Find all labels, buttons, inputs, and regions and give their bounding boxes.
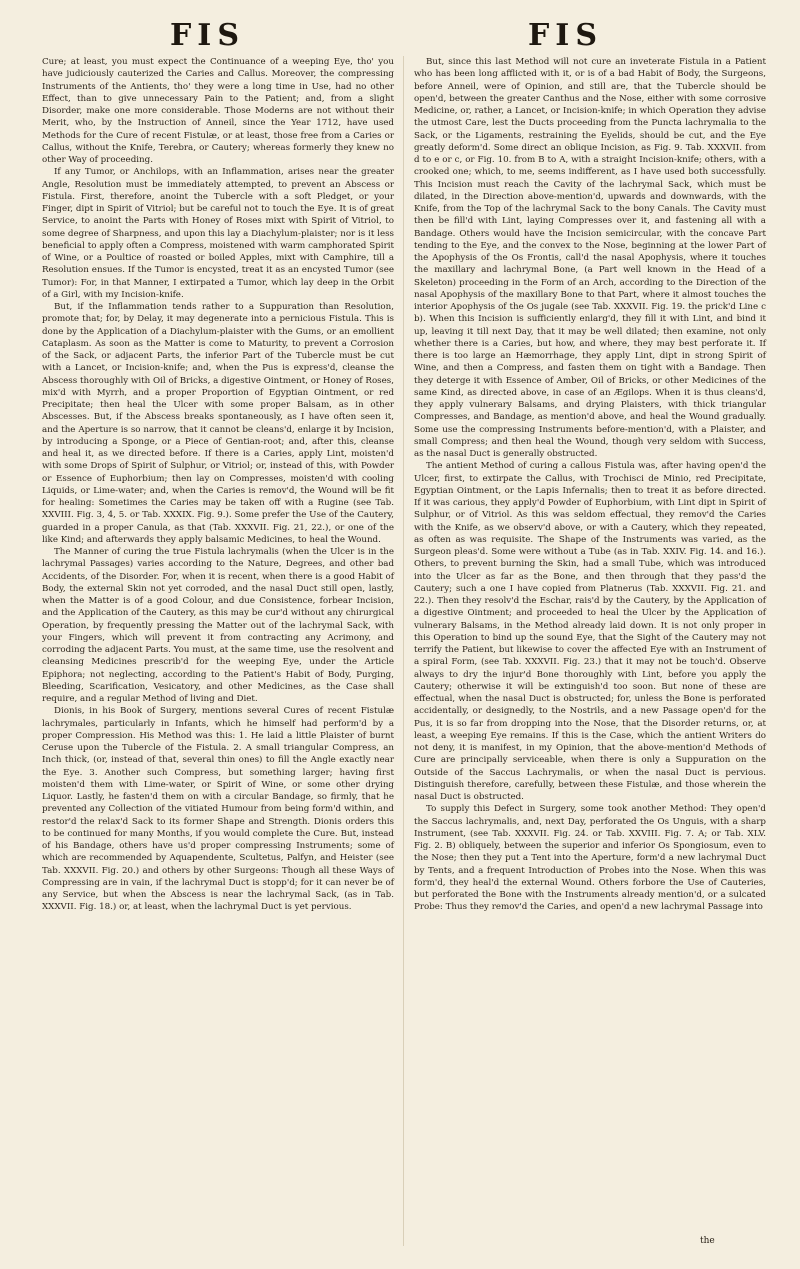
- paragraph: The Manner of curing the true Fistula lachrymalis (when the Ulcer is in the lachrymal Passages) varies according to the Nature, Degrees, and other bad Accidents, of the Disorder. For, when it is recent, when there is a good Habit of Body, the external Skin not yet corroded, and the nasal Duct still open, lastly, when the Matter is of a good Colour, and due Consistence, forbear Incision, and the Application of the Cautery, as this may be cur'd without any chirurgical Operation, by frequently pressing the Matter out of the lachrymal Sack, with your Fingers, which will prevent it from contracting any Acrimony, and corroding the adjacent Parts. You must, at the same time, use the resolvent and cleansing Medicines prescrib'd for the weeping Eye, under the Article Epiphora; not neglecting, according to the Patient's Habit of Body, Purging, Bleeding, Scarification, Vesicatory, and other Medicines, as the Case shall require, and a regular Method of living and Diet.: [42, 547, 394, 704]
- paragraph: Dionis, in his Book of Surgery, mentions several Cures of recent Fistulæ lachrymales, particularly in Infants, which he himself had perform'd by a proper Compression. His Method was this: 1. He laid a little Plaister of burnt Ceruse upon the Tubercle of the Fistula. 2. A small triangular Compress, an Inch thick, (or, instead of that, several thin ones) to fill the Angle exactly near the Eye. 3. Another such Compress, but something larger; having first moisten'd them with Lime-water, or Spirit of Wine, or some other drying Liquor. Lastly, he fasten'd them on with a circular Bandage, so firmly, that he prevented any Collection of the vitiated Humour from being form'd within, and restor'd the relax'd Sack to its former Shape and Strength. Dionis orders this to be continued for many Months, if you would complete the Cure. But, instead of his Bandage, others have us'd proper compressing Instruments; some of which are recommended by Aquapendente, Scultetus, Palfyn, and Heister (see Tab. XXXVII. Fig. 20.) and others by other Surgeons: Though all these Ways of Compressing are in vain, if the lachrymal Duct is stopp'd; for it can never be of any Service, but when the Abscess is near the lachrymal Sack, (as in Tab. XXXVII. Fig. 18.) or, at least, when the lachrymal Duct is yet pervious.: [42, 706, 394, 913]
- paragraph: To supply this Defect in Surgery, some took another Method: They open'd the Saccus lachrymalis, and, next Day, perforated the Os Unguis, with a sharp Instrument, (see Tab. XXXVII. Fig. 24. or Tab. XXVIII. Fig. 7. A; or Tab. XLV. Fig. 2. B) obliquely, between the superior and inferior Os Spongiosum, even to the Nose; then they put a Tent into the Aperture, form'd a new lachrymal Duct by Tents, and a frequent Introduction of Probes into the Nose. When this was form'd, they heal'd the external Wound. Others forbore the Use of Cauteries, but perforated the Bone with the Instruments already mention'd, or a sulcated Probe: Thus they remov'd the Caries, and open'd a new lachrymal Passage into: [414, 804, 766, 913]
- running-head: [0, 18, 800, 58]
- paragraph: But, since this last Method will not cure an inveterate Fistula in a Patient who has been long afflicted with it, or is of a bad Habit of Body, the Surgeons, before Anneil, were of Opinion, and still are, that the Tubercle should be open'd, between the greater Canthus and the Nose, either with some corrosive Medicine, or, rather, a Lancet, or Incision-knife; in which Operation they advise the utmost Care, lest the Ducts proceeding from the Puncta lachrymalia to the Sack, or the Ligaments, restraining the Eyelids, should be cut, and the Eye greatly deform'd. Some direct an oblique Incision, as Fig. 9. Tab. XXXVII. from d to e or c, or Fig. 10. from B to A, with a straight Incision-knife; others, with a crooked one; which, to me, seems indifferent, as I have used both successfully. This Incision must reach the Cavity of the lachrymal Sack, which must be dilated, in the Direction above-mention'd, upwards and downwards, with the Knife, from the Top of the lachrymal Sack to the bony Canals. The Cavity must then be fill'd with Lint, laying Compresses over it, and fastening all with a Bandage. Others would have the Incision semicircular, with the concave Part tending to the Eye, and the convex to the Nose, beginning at the lower Part of the Apophysis of the Os Frontis, call'd the nasal Apophysis, where it touches the maxillary and lachrymal Bone, (a Part well known in the Head of a Skeleton) proceeding in the Form of an Arch, according to the Direction of the nasal Apophysis of the maxillary Bone to that Part, where it almost touches the interior Apophysis of the Os jugale (see Tab. XXXVII. Fig. 19. the prick'd Line c b). When this Incision is sufficiently enlarg'd, they fill it with Lint, and bind it up, leaving it till next Day, that it may be well dilated; then examine, not only whether there is a Caries, but how, and where, they may best perforate it. If there is too large an Hæmorrhage, they apply Lint, dipt in strong Spirit of Wine, and then a Compress, and fasten them on tight with a Bandage. Then they deterge it with Essence of Amber, Oil of Bricks, or other Medicines of the same Kind, as directed above, in case of an Ægilops. When it is thus cleans'd, they apply vulnerary Balsams, and drying Plaisters, with thick triangular Compresses, and Bandage, as mention'd above, and heal the Wound gradually. Some use the compressing Instruments before-mention'd, with a Plaister, and small Compress; and then heal the Wound, though very seldom with Success, as the nasal Duct is generally obstructed.: [414, 57, 766, 459]
- running-head-left: FIS: [170, 18, 245, 53]
- right-column: [414, 56, 766, 914]
- catchword: the: [700, 1236, 715, 1246]
- running-head-right: FIS: [528, 18, 603, 53]
- column-divider: [403, 56, 404, 1246]
- left-column: [42, 56, 394, 914]
- paragraph: If any Tumor, or Anchilops, with an Inflammation, arises near the greater Angle, Resolution must be immediately attempted, to prevent an Abscess or Fistula. First, therefore, anoint the Tubercle with a soft Pledget, or your Finger, dipt in Spirit of Vitriol; but be careful not to touch the Eye. It is of great Service, to anoint the Parts with Honey of Roses mixt with Spirit of Vitriol, to some degree of Sharpness, and upon this lay a Diachylum-plaister; nor is it less beneficial to apply often a Compress, moistened with warm camphorated Spirit of Wine, or a Poultice of roasted or boiled Apples, mixt with Camphire, till a Resolution ensues. If the Tumor is encysted, treat it as an encysted Tumor (see Tumor): For, in that Manner, I extirpated a Tumor, which lay deep in the Orbit of a Girl, with my Incision-knife.: [42, 167, 394, 300]
- paragraph: But, if the Inflammation tends rather to a Suppuration than Resolution, promote that; for, by Delay, it may degenerate into a pernicious Fistula. This is done by the Application of a Diachylum-plaister with the Gums, or an emollient Cataplasm. As soon as the Matter is come to Maturity, to prevent a Corrosion of the Sack, or adjacent Parts, the inferior Part of the Tubercle must be cut with a Lancet, or Incision-knife; and, when the Pus is express'd, cleanse the Abscess thoroughly with Oil of Bricks, a digestive Ointment, or Honey of Roses, mix'd with Myrrh, and a proper Proportion of Egyptian Ointment, or red Precipitate; then heal the Ulcer with some proper Balsam, as in other Abscesses. But, if the Abscess breaks spontaneously, as I have often seen it, and the Aperture is so narrow, that it cannot be cleans'd, enlarge it by Incision, by introducing a Sponge, or a Piece of Gentian-root; and, after this, cleanse and heal it, as we directed before. If there is a Caries, apply Lint, moisten'd with some Drops of Spirit of Sulphur, or Vitriol; or, instead of this, with Powder or Essence of Euphorbium; then lay on Compresses, moisten'd with cooling Liquids, or Lime-water; and, when the Caries is remov'd, the Wound will be fit for healing: Sometimes the Caries may be taken off with a Rugine (see Tab. XXVIII. Fig. 3, 4, 5. or Tab. XXXIX. Fig. 9.). Some prefer the Use of the Cautery, guarded in a proper Canula, as that (Tab. XXXVII. Fig. 21, 22.), or one of the like Kind; and afterwards they apply balsamic Medicines, to heal the Wound.: [42, 302, 394, 545]
- paragraph: The antient Method of curing a callous Fistula was, after having open'd the Ulcer, first, to extirpate the Callus, with Trochisci de Minio, red Precipitate, Egyptian Ointment, or the Lapis Infernalis; then to treat it as before directed. If it was carious, they apply'd Powder of Euphorbium, with Lint dipt in Spirit of Sulphur, or of Vitriol. As this was seldom effectual, they remov'd the Caries with the Knife, as we observ'd above, or with a Cautery, which they repeated, as often as was requisite. The Shape of the Instruments was varied, as the Surgeon pleas'd. Some were without a Tube (as in Tab. XXIV. Fig. 14. and 16.). Others, to prevent burning the Skin, had a small Tube, which was introduced into the Ulcer as far as the Bone, and then through that they pass'd the Cautery; such a one I have copied from Platnerus (Tab. XXXVII. Fig. 21. and 22.). Then they resolv'd the Eschar, rais'd by the Cautery, by the Application of a digestive Ointment; and proceeded to heal the Ulcer by the Application of vulnerary Balsams, in the Method already laid down. It is not only proper in this Operation to bind up the sound Eye, that the Sight of the Cautery may not terrify the Patient, but likewise to cover the affected Eye with an Instrument of a spiral Form, (see Tab. XXXVII. Fig. 23.) that it may not be touch'd. Observe always to dry the injur'd Bone thoroughly with Lint, before you apply the Cautery; otherwise it will be extinguish'd too soon. But none of these are effectual, when the nasal Duct is obstructed; for, unless the Bone is perforated accidentally, or designedly, to the Nostrils, and a new Passage open'd for the Pus, it is so far from dropping into the Nose, that the Disorder returns, or, at least, a weeping Eye remains. If this is the Case, which the antient Writers do not deny, it is manifest, in my Opinion, that the above-mention'd Methods of Cure are principally serviceable, when there is only a Suppuration on the Outside of the Saccus Lachrymalis, or when the nasal Duct is pervious. Distinguish therefore, carefully, between these Fistulæ, and those wherein the nasal Duct is obstructed.: [414, 461, 766, 802]
- paragraph: Cure; at least, you must expect the Continuance of a weeping Eye, tho' you have judiciously cauterized the Caries and Callus. Moreover, the compressing Instruments of the Antients, tho' they were a long time in Use, had no other Effect, than to give unnecessary Pain to the Patient; and, from a slight Disorder, make one more considerable. Those Moderns are not without their Merit, who, by the Instruction of Anneil, since the Year 1712, have used Methods for the Cure of recent Fistulæ, or at least, those free from a Caries or Callus, without the Knife, Terebra, or Cautery; whereas formerly they knew no other Way of proceeding.: [42, 57, 394, 165]
